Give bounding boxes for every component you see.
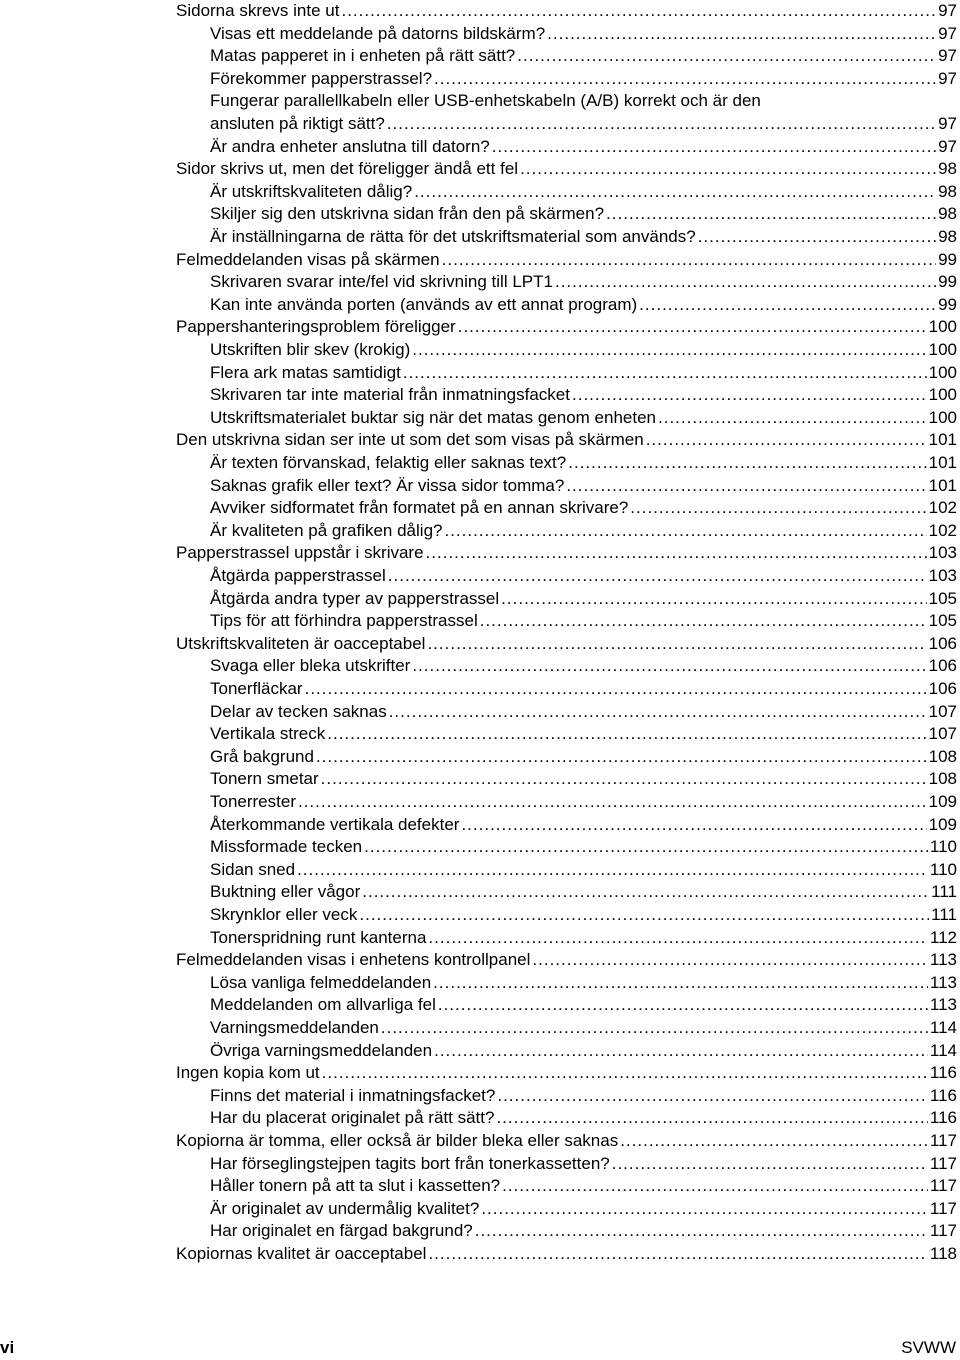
- toc-leader-dots: [389, 701, 927, 723]
- toc-entry-page: 97: [938, 1, 957, 20]
- toc-leader-dots: [481, 1198, 928, 1220]
- toc-leader-dots: [502, 1175, 928, 1197]
- toc-entry-page: 97: [938, 68, 957, 88]
- toc-entry-title: ansluten på riktigt sätt?: [210, 114, 385, 133]
- page-number: vi: [0, 1338, 15, 1357]
- toc-entry-page: 113: [929, 972, 957, 992]
- toc-entry-page: 100: [928, 362, 957, 382]
- toc-entry[interactable]: [210, 791, 957, 813]
- toc-leader-dots: [442, 249, 936, 271]
- toc-leader-dots: [414, 181, 936, 203]
- toc-entry-page: 97: [938, 46, 957, 66]
- toc-entry-page: 101: [928, 430, 957, 450]
- toc-entry-title: Tips för att förhindra papperstrassel: [210, 611, 478, 631]
- toc-entry[interactable]: [210, 927, 957, 949]
- toc-entry[interactable]: [210, 113, 957, 135]
- toc-entry-title: Kopiorna är tomma, eller också är bilder bleka eller saknas: [176, 1131, 619, 1150]
- toc-entry-page: 112: [929, 927, 957, 947]
- toc-leader-dots: [444, 520, 926, 542]
- toc-entry[interactable]: [210, 1153, 957, 1175]
- toc-leader-dots: [362, 881, 929, 903]
- document-code: SVWW: [901, 1338, 956, 1357]
- toc-leader-dots: [305, 678, 927, 700]
- toc-entry-page: 114: [929, 1040, 957, 1060]
- toc-entry-page: 111: [931, 905, 957, 924]
- toc-entry-title: Tonerrester: [210, 792, 296, 811]
- toc-entry-title: Åtgärda papperstrassel: [210, 566, 386, 585]
- toc-entry-page: 117: [929, 1131, 957, 1150]
- toc-entry-page: 117: [929, 1153, 957, 1173]
- toc-entry[interactable]: [210, 678, 957, 700]
- toc-leader-dots: [316, 746, 927, 768]
- toc-entry-page: 99: [938, 272, 957, 292]
- toc-entry[interactable]: [210, 565, 957, 587]
- toc-entry-title: Sidor skrivs ut, men det föreligger ändå ett fel: [176, 159, 519, 179]
- toc-entry[interactable]: [176, 158, 957, 180]
- toc-leader-dots: [359, 904, 929, 926]
- toc-leader-dots: [298, 791, 927, 813]
- toc-entry[interactable]: [176, 0, 957, 22]
- toc-entry-title: Pappershanteringsproblem föreligger: [176, 317, 456, 337]
- toc-entry[interactable]: [210, 610, 957, 632]
- toc-entry-title: Är originalet av undermålig kvalitet?: [210, 1198, 480, 1218]
- toc-entry-title: Är kvaliteten på grafiken dålig?: [210, 520, 443, 540]
- toc-entry-title: Den utskrivna sidan ser inte ut som det som visas på skärmen: [176, 430, 644, 450]
- toc-entry[interactable]: [210, 226, 957, 248]
- toc-leader-dots: [606, 203, 936, 225]
- toc-entry-title: Skiljer sig den utskrivna sidan från den på skärmen?: [210, 204, 605, 224]
- toc-entry[interactable]: [210, 384, 957, 406]
- toc-entry-page: 97: [938, 23, 957, 43]
- toc-entry-page: 107: [928, 701, 957, 721]
- toc-entry[interactable]: [210, 859, 957, 881]
- toc-entry[interactable]: [210, 136, 957, 158]
- toc-entry-title: Skrivaren svarar inte/fel vid skrivning till LPT1: [210, 272, 553, 292]
- toc-entry-page: 117: [929, 1176, 957, 1196]
- toc-leader-dots: [428, 1243, 927, 1265]
- toc-leader-dots: [630, 497, 926, 519]
- toc-entry[interactable]: [210, 520, 957, 542]
- toc-entry[interactable]: [210, 904, 957, 926]
- toc-entry-title: Varningsmeddelanden: [210, 1018, 379, 1037]
- toc-entry-title: Förekommer papperstrassel?: [210, 68, 433, 88]
- toc-entry[interactable]: [210, 90, 957, 112]
- toc-leader-dots: [438, 994, 928, 1016]
- toc-entry-title: Avviker sidformatet från formatet på en annan skrivare?: [210, 498, 629, 518]
- toc-entry-title: Buktning eller vågor: [210, 882, 361, 902]
- toc-entry-page: 111: [931, 882, 957, 902]
- toc-entry-page: 101: [928, 453, 957, 472]
- toc-entry-title: Är utskriftskvaliteten dålig?: [210, 181, 413, 201]
- toc-entry[interactable]: [210, 655, 957, 677]
- toc-entry[interactable]: [176, 1062, 957, 1084]
- toc-leader-dots: [412, 655, 926, 677]
- toc-entry-page: 107: [928, 724, 957, 744]
- toc-leader-dots: [364, 836, 928, 858]
- toc-leader-dots: [388, 565, 927, 587]
- toc-leader-dots: [532, 949, 927, 971]
- toc-entry[interactable]: [210, 701, 957, 723]
- toc-entry[interactable]: [210, 768, 957, 790]
- toc-entry[interactable]: [210, 23, 957, 45]
- toc-entry-title: Kopiornas kvalitet är oacceptabel: [176, 1244, 427, 1263]
- toc-leader-dots: [646, 429, 927, 451]
- toc-entry[interactable]: [210, 746, 957, 768]
- toc-leader-dots: [403, 362, 927, 384]
- toc-entry-title: Finns det material i inmatningsfacket?: [210, 1085, 496, 1105]
- toc-leader-dots: [321, 768, 927, 790]
- toc-entry-page: 108: [928, 746, 957, 766]
- toc-entry-page: 100: [928, 317, 957, 337]
- toc-entry-title: Flera ark matas samtidigt: [210, 362, 401, 382]
- toc-entry-title: Utskriftsmaterialet buktar sig när det matas genom enheten: [210, 407, 656, 427]
- toc-leader-dots: [497, 1085, 928, 1107]
- toc-leader-dots: [698, 226, 936, 248]
- toc-entry-title: Sidan sned: [210, 859, 296, 879]
- toc-leader-dots: [612, 1153, 928, 1175]
- toc-entry-title: Tonern smetar: [210, 769, 319, 789]
- toc-entry-title: Missformade tecken: [210, 837, 363, 857]
- toc-entry[interactable]: [176, 1130, 957, 1152]
- toc-leader-dots: [327, 723, 926, 745]
- toc-entry-page: 116: [929, 1108, 957, 1128]
- toc-entry-title: Saknas grafik eller text? Är vissa sidor tomma?: [210, 475, 565, 495]
- toc-entry[interactable]: [210, 45, 957, 67]
- toc-entry-page: 114: [929, 1018, 957, 1037]
- toc-entry-title: Fungerar parallellkabeln eller USB-enhetskabeln (A/B) korrekt och är den: [210, 91, 761, 111]
- toc-entry[interactable]: [210, 972, 957, 994]
- toc-entry-page: 106: [928, 633, 957, 653]
- toc-leader-dots: [426, 542, 927, 564]
- toc-entry-title: Sidorna skrevs inte ut: [176, 1, 340, 20]
- toc-entry-title: Har originalet en färgad bakgrund?: [210, 1221, 473, 1241]
- toc-entry-page: 100: [928, 407, 957, 427]
- toc-leader-dots: [517, 45, 936, 67]
- toc-entry-title: Ingen kopia kom ut: [176, 1063, 320, 1083]
- toc-entry-page: 105: [928, 611, 957, 631]
- toc-entry-title: Är texten förvanskad, felaktig eller saknas text?: [210, 453, 567, 472]
- toc-entry-page: 98: [938, 204, 957, 224]
- toc-entry-page: 106: [928, 679, 957, 698]
- toc-entry-page: 110: [929, 859, 957, 879]
- toc-entry-page: 113: [929, 950, 957, 970]
- toc-entry[interactable]: [210, 362, 957, 384]
- toc-leader-dots: [427, 633, 926, 655]
- toc-entry-title: Utskriftskvaliteten är oacceptabel: [176, 633, 426, 653]
- toc-entry-title: Vertikala streck: [210, 724, 326, 744]
- toc-entry-page: 116: [929, 1063, 957, 1083]
- toc-entry-title: Återkommande vertikala defekter: [210, 814, 460, 834]
- toc-entry[interactable]: [210, 203, 957, 225]
- toc-entry-page: 101: [928, 475, 957, 495]
- toc-leader-dots: [322, 1062, 928, 1084]
- toc-entry[interactable]: [210, 1017, 957, 1039]
- toc-leader-dots: [496, 1107, 927, 1129]
- toc-entry[interactable]: [176, 633, 957, 655]
- toc-entry[interactable]: [210, 339, 957, 361]
- toc-entry[interactable]: [210, 1107, 957, 1129]
- toc-leader-dots: [297, 859, 928, 881]
- toc-entry-title: Skrynklor eller veck: [210, 905, 358, 924]
- toc-entry-title: Skrivaren tar inte material från inmatningsfacket: [210, 385, 570, 405]
- toc-entry-page: 117: [929, 1221, 957, 1241]
- toc-entry-title: Kan inte använda porten (används av ett annat program): [210, 294, 638, 314]
- toc-entry[interactable]: [176, 542, 957, 564]
- toc-entry[interactable]: [176, 949, 957, 971]
- toc-entry[interactable]: [210, 1198, 957, 1220]
- toc-entry-page: 99: [938, 249, 957, 269]
- toc-entry-title: Papperstrassel uppstår i skrivare: [176, 543, 424, 563]
- toc-entry[interactable]: [210, 881, 957, 903]
- toc-leader-dots: [547, 23, 936, 45]
- toc-entry[interactable]: [210, 814, 957, 836]
- toc-entry[interactable]: [210, 723, 957, 745]
- toc-entry-title: Övriga varningsmeddelanden: [210, 1040, 433, 1060]
- toc-entry-title: Meddelanden om allvarliga fel: [210, 995, 436, 1015]
- toc-leader-dots: [341, 0, 936, 22]
- toc-entry-page: 102: [928, 498, 957, 518]
- toc-entry[interactable]: [210, 588, 957, 610]
- toc-leader-dots: [639, 294, 936, 316]
- toc-entry-page: 118: [929, 1244, 957, 1263]
- toc-entry[interactable]: [176, 1243, 957, 1265]
- toc-entry[interactable]: [210, 1175, 957, 1197]
- toc-entry-title: Är andra enheter anslutna till datorn?: [210, 136, 490, 156]
- toc-entry-page: 109: [928, 792, 957, 811]
- toc-entry-title: Har du placerat originalet på rätt sätt?: [210, 1108, 495, 1128]
- toc-entry[interactable]: [210, 497, 957, 519]
- toc-leader-dots: [428, 927, 927, 949]
- toc-entry-title: Har förseglingstejpen tagits bort från tonerkassetten?: [210, 1153, 610, 1173]
- toc-entry[interactable]: [210, 452, 957, 474]
- toc-leader-dots: [492, 136, 936, 158]
- toc-leader-dots: [461, 814, 926, 836]
- toc-entry-title: Felmeddelanden visas i enhetens kontrollpanel: [176, 950, 531, 970]
- toc-leader-dots: [620, 1130, 928, 1152]
- toc-entry[interactable]: [176, 316, 957, 338]
- toc-entry-page: 110: [929, 837, 957, 857]
- toc-entry-title: Tonerfläckar: [210, 679, 303, 698]
- toc-entry[interactable]: [210, 407, 957, 429]
- toc-leader-dots: [458, 316, 927, 338]
- toc-entry-page: 106: [928, 656, 957, 676]
- toc-entry-title: Felmeddelanden visas på skärmen: [176, 249, 440, 269]
- toc-leader-dots: [475, 1220, 928, 1242]
- toc-entry-title: Tonerspridning runt kanterna: [210, 927, 427, 947]
- toc-entry-page: 97: [938, 136, 957, 156]
- toc-entry-title: Delar av tecken saknas: [210, 701, 387, 721]
- toc-entry-title: Matas papperet in i enheten på rätt sätt?: [210, 46, 516, 66]
- toc-entry-page: 116: [929, 1085, 957, 1105]
- toc-leader-dots: [572, 384, 927, 406]
- toc-entry-page: 105: [928, 588, 957, 608]
- toc-leader-dots: [566, 475, 926, 497]
- toc-leader-dots: [433, 972, 928, 994]
- toc-entry[interactable]: [210, 994, 957, 1016]
- toc-entry[interactable]: [210, 1220, 957, 1242]
- toc-entry-title: Lösa vanliga felmeddelanden: [210, 972, 432, 992]
- toc-leader-dots: [381, 1017, 928, 1039]
- toc-entry-title: Utskriften blir skev (krokig): [210, 340, 411, 359]
- toc-entry-title: Grå bakgrund: [210, 746, 314, 766]
- toc-leader-dots: [412, 339, 926, 361]
- toc-entry[interactable]: [210, 475, 957, 497]
- toc-entry-page: 103: [928, 543, 957, 563]
- toc-entry-title: Är inställningarna de rätta för det utskriftsmaterial som används?: [210, 227, 696, 246]
- toc-leader-dots: [658, 407, 927, 429]
- toc-leader-dots: [387, 113, 936, 135]
- toc-entry-page: 98: [938, 227, 957, 246]
- toc-entry[interactable]: [210, 836, 957, 858]
- toc-entry-page: 103: [928, 566, 957, 585]
- toc-entry-page: 100: [928, 340, 957, 359]
- toc-entry[interactable]: [176, 429, 957, 451]
- toc-entry-page: 98: [938, 159, 957, 179]
- toc-leader-dots: [501, 588, 926, 610]
- toc-entry[interactable]: [210, 1040, 957, 1062]
- toc-entry-page: 98: [938, 181, 957, 201]
- toc-entry[interactable]: [210, 271, 957, 293]
- toc-entry-title: Visas ett meddelande på datorns bildskärm?: [210, 23, 546, 43]
- toc-leader-dots: [480, 610, 927, 632]
- toc-entry[interactable]: [210, 1085, 957, 1107]
- toc-leader-dots: [434, 68, 936, 90]
- toc-leader-dots: [434, 1040, 928, 1062]
- toc-entry-page: 102: [928, 520, 957, 540]
- toc-entry[interactable]: [176, 249, 957, 271]
- toc-entry-page: 117: [929, 1198, 957, 1218]
- toc-leader-dots: [568, 452, 926, 474]
- toc-leader-dots: [555, 271, 936, 293]
- toc-entry-title: Åtgärda andra typer av papperstrassel: [210, 588, 500, 608]
- toc-entry-title: Håller tonern på att ta slut i kassetten?: [210, 1176, 501, 1196]
- toc-leader-dots: [520, 158, 936, 180]
- toc-entry-page: 108: [928, 769, 957, 789]
- toc-entry-title: Svaga eller bleka utskrifter: [210, 656, 411, 676]
- toc-entry-page: 97: [938, 114, 957, 133]
- toc-entry-page: 113: [929, 995, 957, 1015]
- toc-entry-page: 100: [928, 385, 957, 405]
- toc-entry-page: 109: [928, 814, 957, 834]
- toc-entry[interactable]: [210, 294, 957, 316]
- toc-entry-page: 99: [938, 294, 957, 314]
- toc-entry[interactable]: [210, 68, 957, 90]
- toc-entry[interactable]: [210, 181, 957, 203]
